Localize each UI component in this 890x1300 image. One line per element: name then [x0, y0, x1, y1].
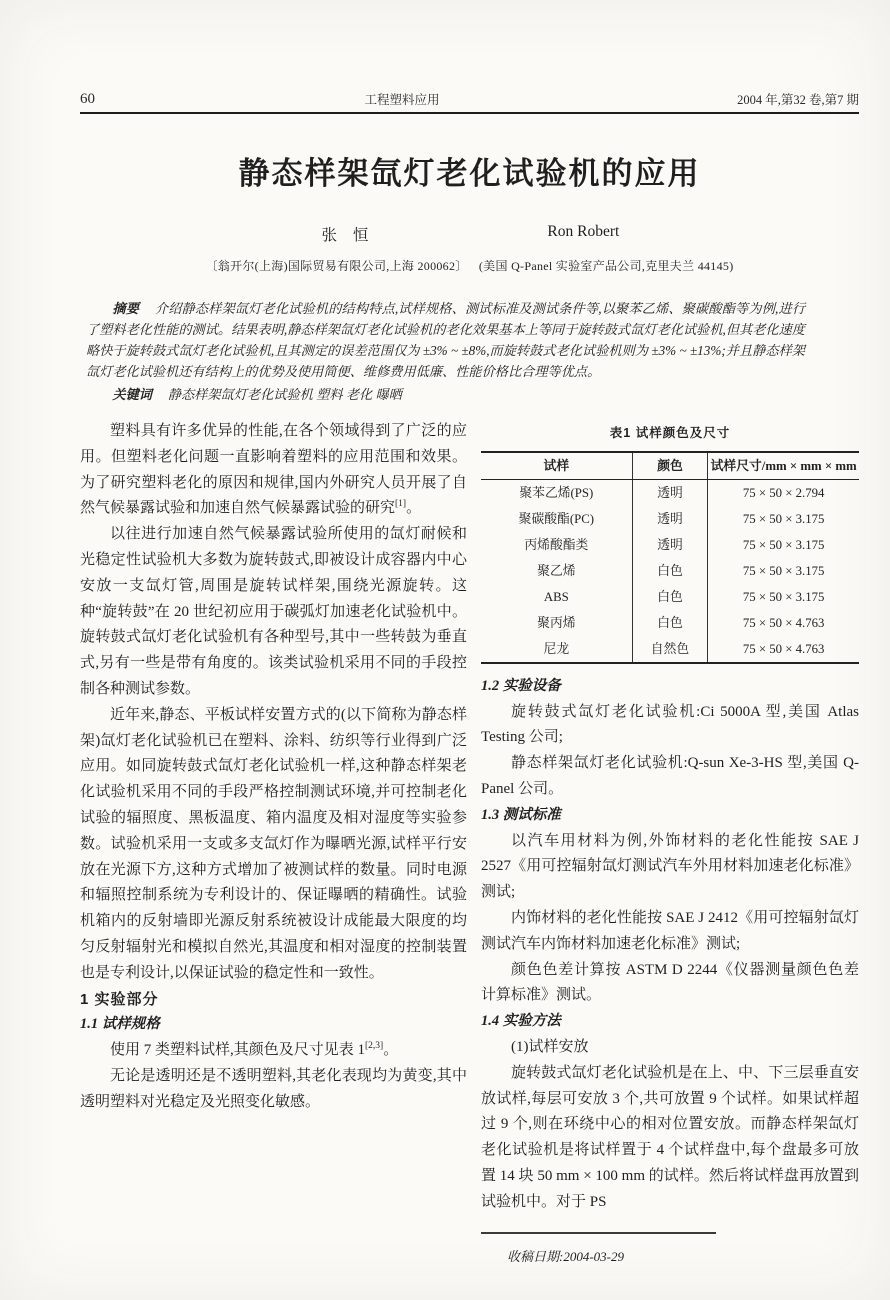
section-1-3-heading: 1.3 测试标准 [481, 806, 561, 823]
section-1-4-heading: 1.4 实验方法 [481, 1013, 561, 1030]
paragraph-standard-1: 以汽车用材料为例,外饰材料的老化性能按 SAE J 2527《用可控辐射氙灯测试汽车外用材料加速老化标准》测试; [481, 832, 859, 901]
keywords-label: 关键词 [112, 387, 152, 402]
author-en: Ron Robert [547, 223, 620, 240]
paragraph-static-rack: 近年来,静态、平板试样安置方式的(以下简称为静态样架)氙灯老化试验机已在塑料、涂料、纺织等行业得到广泛应用。如同旋转鼓式氙灯老化试验机一样,这种静态样架老化试验机采用不同的手段严格控制测试环境,并可控制老化试验的辐照度、黑板温度、箱内温度及相对湿度等实验参数。试验机采用一支或多支氙灯作为曝晒光源,试样平行安放在光源下方,这种方式增加了被测试样的数量。同时电源和辐照控制系统为专利设计的、保证曝晒的精确性。试验机箱内的反射墙即光源反射系统被设计成能最大限度的均匀反射辐射光和模拟自然光,其温度和相对湿度的控制装置也是专利设计,以保证试验的稳定性和一致性。 [80, 706, 467, 981]
table1-caption: 表1 试样颜色及尺寸 [609, 426, 731, 440]
table-row: 聚碳酸酯(PC) 透明 75 × 50 × 3.175 [481, 506, 859, 532]
table1-specimen-colors [481, 451, 859, 664]
table-row: 聚乙烯 白色 75 × 50 × 3.175 [481, 558, 859, 584]
table-row: 聚丙烯 白色 75 × 50 × 4.763 [481, 610, 859, 636]
citation-ref-2-3: [2,3] [365, 1041, 384, 1052]
abstract-text: 介绍静态样架氙灯老化试验机的结构特点,试样规格、测试标准及测试条件等,以聚苯乙烯、聚碳酸酯等为例,进行了塑料老化性能的测试。结果表明,静态样架氙灯老化试验机的老化效果基本上等同于旋转鼓式氙灯老化试验机,但其老化速度略快于旋转鼓式氙灯老化试验机,且其测定的误差范围仅为 ±3% ~ ±8%,而旋转鼓式老化试验机则为 ±3% ~ ±13%;并且静态样架氙灯老化试验机还有结构上的优势及使用简便、维修费用低廉、性能价格比合理等优点。 [86, 301, 806, 379]
issue-info: 2004 年,第32 卷,第7 期 [737, 93, 859, 107]
paragraph-specimens: 使用 7 类塑料试样,其颜色及尺寸见表 1[2,3]。 [110, 1041, 399, 1059]
header-rule [80, 112, 859, 114]
table-row: 丙烯酸酯类 透明 75 × 50 × 3.175 [481, 532, 859, 558]
section-1-heading: 1 实验部分 [80, 990, 159, 1008]
affiliation-line [80, 257, 859, 274]
table-row: 尼龙 自然色 75 × 50 × 4.763 [481, 636, 859, 663]
section-1-1-heading: 1.1 试样规格 [80, 1016, 160, 1033]
citation-ref-1: [1] [395, 499, 407, 510]
affiliation-second: (美国 Q-Panel 实验室产品公司,克里夫兰 44145) [478, 259, 734, 273]
author-cn: 张 恒 [321, 227, 375, 244]
keywords-text: 静态样架氙灯老化试验机 塑料 老化 曝晒 [167, 387, 402, 402]
affiliation-first: 〔翁开尔(上海)国际贸易有限公司,上海 200062〕 [205, 259, 468, 273]
article-title: 静态样架氙灯老化试验机的应用 [238, 156, 701, 191]
running-head [80, 0, 859, 108]
paragraph-standard-2: 内饰材料的老化性能按 SAE J 2412《用可控辐射氙灯测试汽车内饰材料加速老化标准》测试; [481, 909, 859, 952]
col-header-size: 试样尺寸/mm × mm × mm [708, 452, 859, 480]
paragraph-equipment-2: 静态样架氙灯老化试验机:Q-sun Xe-3-HS 型,美国 Q-Panel 公司。 [481, 755, 859, 797]
col-header-specimen: 试样 [481, 452, 632, 480]
section-1-2-heading: 1.2 实验设备 [481, 677, 561, 694]
paragraph-method-item: (1)试样安放 [511, 1038, 589, 1055]
received-date: 收稿日期:2004-03-29 [507, 1248, 624, 1264]
two-column-body [80, 419, 859, 1269]
paragraph-equipment-1: 旋转鼓式氙灯老化试验机:Ci 5000A 型,美国 Atlas Testing 公司; [481, 703, 859, 746]
page-number: 60 [80, 91, 95, 107]
table-row: 聚苯乙烯(PS) 透明 75 × 50 × 2.794 [481, 479, 859, 506]
paragraph-yellowing: 无论是透明还是不透明塑料,其老化表现均为黄变,其中透明塑料对光稳定及光照变化敏感。 [80, 1067, 467, 1110]
abstract-label: 摘要 [112, 301, 140, 316]
keywords [86, 384, 805, 403]
paragraph-rotating-drum: 以往进行加速自然气候暴露试验所使用的氙灯耐候和光稳定性试验机大多数为旋转鼓式,即被设计成容器内中心安放一支氙灯管,周围是旋转试样架,围绕光源旋转。这种“旋转鼓”在 20 世纪初应用于碳弧灯加速老化试验机中。旋转鼓式氙灯老化试验机有各种型号,其中一些转鼓为垂直式,另有一些是带有角度的。该类试验机采用不同的手段控制各种测试参数。 [80, 526, 467, 697]
table-row: ABS 白色 75 × 50 × 3.175 [481, 584, 859, 610]
left-column [80, 419, 467, 1269]
paragraph-method-detail: 旋转鼓式氙灯老化试验机是在上、中、下三层垂直安放试样,每层可安放 3 个,共可放置 9 个试样。如果试样超过 9 个,则在环绕中心的相对位置安放。而静态样架氙灯老化试验机是将试样置于 4 个试样盘中,每个盘最多可放置 14 块 50 mm × 100 mm 的试样。然后将试样盘再放置到试验机中。对于 PS [481, 1064, 859, 1210]
table-header-row [481, 452, 859, 480]
paragraph-standard-3: 颜色色差计算按 ASTM D 2244《仪器测量颜色色差计算标准》测试。 [481, 961, 859, 1004]
journal-name: 工程塑料应用 [364, 93, 440, 107]
right-column [481, 419, 859, 1269]
paragraph-intro: 塑料具有许多优异的性能,在各个领域得到了广泛的应用。但塑料老化问题一直影响着塑料的应用范围和效果。为了研究塑料老化的原因和规律,国内外研究人员开展了自然气候暴露试验和加速自然气候暴露试验的研究[1]。 [80, 423, 467, 517]
col-header-color: 颜色 [632, 452, 708, 480]
author-line [80, 223, 859, 245]
abstract [86, 298, 805, 382]
footnote-rule [481, 1232, 716, 1234]
